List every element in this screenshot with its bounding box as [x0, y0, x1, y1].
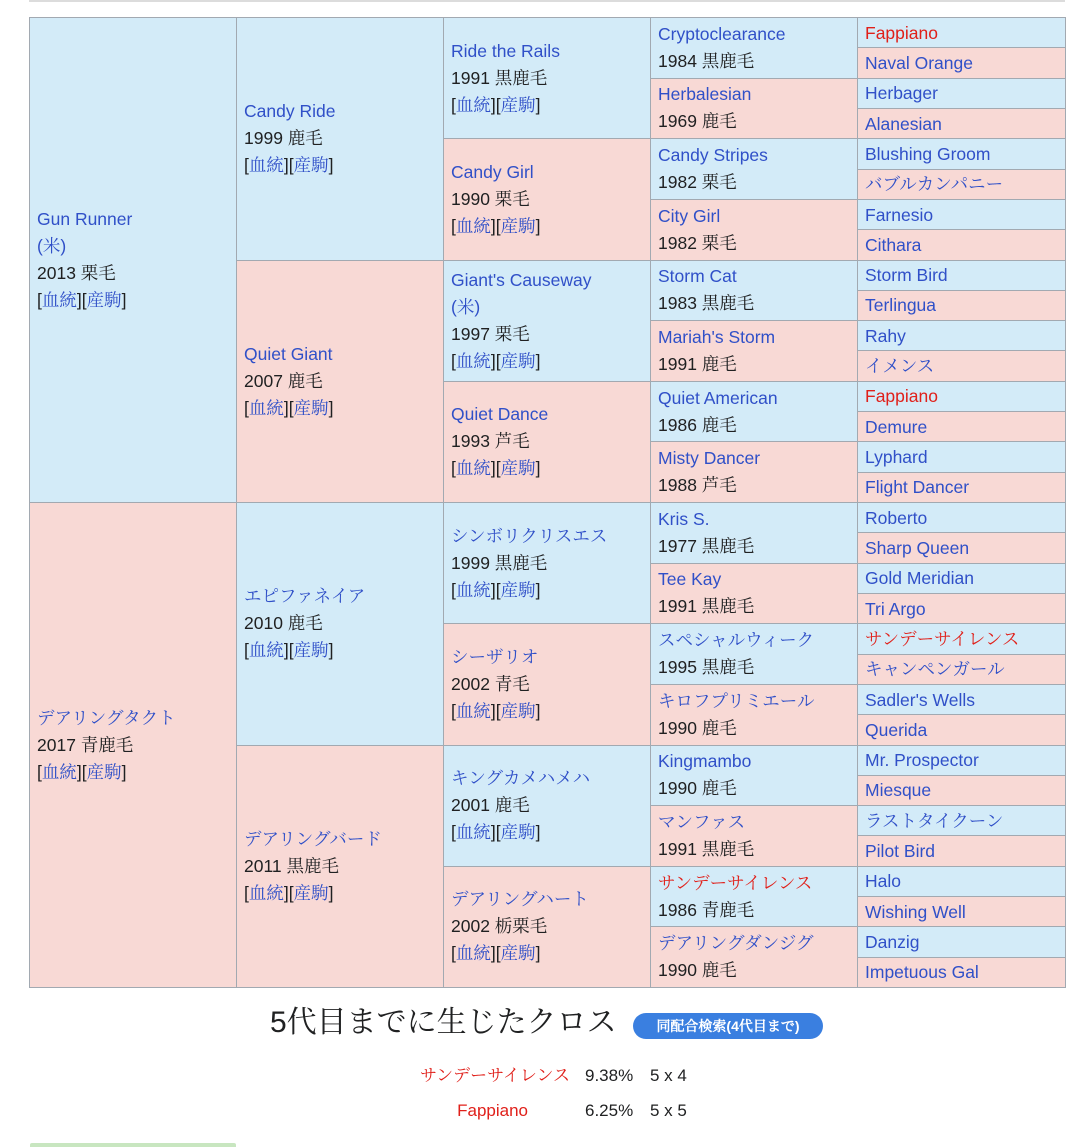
progeny-link[interactable]: 産駒	[500, 700, 536, 721]
horse-name-link[interactable]: デアリングハート	[451, 889, 589, 910]
horse-info: 1995 黒鹿毛	[658, 657, 755, 678]
bracket: ][	[490, 458, 501, 479]
bloodline-link[interactable]: 血統	[248, 155, 284, 176]
pedigree-cell	[858, 715, 1066, 745]
pedigree-cell	[237, 745, 444, 988]
bracket: ]	[121, 761, 127, 782]
pedigree-cell	[858, 533, 1066, 563]
horse-name-link[interactable]: デアリングダンジグ	[658, 933, 814, 954]
pedigree-cell	[858, 503, 1066, 533]
bracket: ]	[535, 822, 541, 843]
horse-name-link[interactable]: Herbalesian	[658, 84, 752, 105]
bracket: ][	[283, 155, 294, 176]
bracket: [	[244, 640, 249, 661]
horse-info: 1986 鹿毛	[658, 414, 737, 435]
pedigree-cell	[858, 775, 1066, 805]
horse-info: 1977 黒鹿毛	[658, 535, 755, 556]
pedigree-row	[30, 18, 1066, 48]
horse-links	[451, 698, 650, 725]
bracket: [	[37, 290, 42, 310]
pedigree-cell	[858, 290, 1066, 320]
bracket: ]	[535, 215, 541, 236]
progeny-link[interactable]: 産駒	[500, 215, 536, 236]
horse-name-link[interactable]: デアリングバード	[244, 828, 382, 849]
progeny-link[interactable]: 産駒	[293, 640, 329, 661]
horse-name-link[interactable]: キロフプリミエール	[658, 690, 815, 711]
cross-horse-name[interactable]: Fappiano	[457, 1101, 528, 1120]
pedigree-cell	[237, 260, 444, 503]
horse-name-link[interactable]: シンボリクリスエス	[451, 525, 608, 546]
bloodline-link[interactable]: 血統	[248, 882, 284, 903]
horse-name-link[interactable]: Mr. Prospector	[865, 750, 979, 771]
pedigree-cell	[651, 806, 858, 867]
pedigree-cell	[858, 745, 1066, 775]
horse-name-link[interactable]: サンデーサイレンス	[658, 872, 813, 893]
horse-name-link[interactable]: Tri Argo	[865, 598, 926, 619]
horse-name-link[interactable]: Tee Kay	[658, 569, 722, 590]
pedigree-cell	[444, 139, 651, 260]
cross-horse-name[interactable]: サンデーサイレンス	[419, 1066, 570, 1085]
top-divider	[29, 0, 1065, 2]
horse-name-link[interactable]: Terlingua	[865, 295, 937, 316]
horse-name-link[interactable]: Sharp Queen	[865, 537, 970, 558]
horse-links	[451, 213, 650, 240]
horse-name-link[interactable]: Storm Cat	[658, 266, 737, 287]
progeny-link[interactable]: 産駒	[500, 579, 536, 600]
bracket: [	[37, 761, 42, 782]
horse-name-link[interactable]: シーザリオ	[451, 646, 539, 667]
horse-name-link[interactable]: Candy Stripes	[658, 145, 768, 166]
pedigree-cell	[858, 169, 1066, 199]
horse-info: 1999 鹿毛	[244, 128, 323, 149]
horse-name-link[interactable]: Fappiano	[865, 386, 938, 407]
bracket: [	[244, 155, 249, 176]
pedigree-cell	[858, 563, 1066, 593]
cross-position: 5 x 4	[650, 1066, 687, 1085]
bloodline-link[interactable]: 血統	[455, 458, 491, 479]
pedigree-cell	[30, 18, 237, 503]
horse-info: 2011 黒鹿毛	[244, 855, 339, 876]
horse-links	[244, 152, 443, 179]
bloodline-link[interactable]: 血統	[248, 640, 284, 661]
horse-name-link[interactable]: ラストタイクーン	[865, 810, 1004, 831]
horse-name-link[interactable]: Quiet Dance	[451, 404, 549, 425]
horse-info: 1991 黒鹿毛	[658, 838, 755, 859]
bracket: ]	[535, 943, 541, 964]
horse-info: 2002 青毛	[451, 673, 530, 694]
horse-name-link[interactable]: Danzig	[865, 932, 920, 953]
horse-name-link[interactable]: マンファス	[658, 811, 746, 832]
progeny-link[interactable]: 産駒	[293, 397, 329, 418]
bloodline-link[interactable]: 血統	[455, 350, 491, 371]
pedigree-cell	[444, 18, 651, 139]
horse-name-link[interactable]: Querida	[865, 719, 928, 740]
horse-links	[244, 880, 443, 907]
cross-title: 5代目までに生じたクロス	[270, 1006, 617, 1039]
horse-links	[244, 395, 443, 422]
horse-name-link[interactable]: Mariah's Storm	[658, 326, 776, 347]
horse-info: 1999 黒鹿毛	[451, 552, 548, 573]
horse-info: 1986 青鹿毛	[658, 899, 755, 920]
horse-info: 1984 黒鹿毛	[658, 50, 755, 71]
pedigree-cell	[30, 503, 237, 988]
pedigree-cell	[651, 199, 858, 260]
country-link[interactable]: (米)	[451, 296, 481, 317]
horse-name-link[interactable]: Naval Orange	[865, 52, 973, 73]
progeny-link[interactable]: 産駒	[500, 943, 536, 964]
horse-info: 1990 鹿毛	[658, 960, 737, 981]
horse-info: 1988 芦毛	[658, 475, 737, 496]
bracket: ]	[328, 882, 334, 903]
progeny-link[interactable]: 産駒	[500, 350, 536, 371]
pedigree-cell	[858, 78, 1066, 108]
bracket: ][	[490, 700, 501, 721]
pedigree-cell	[444, 503, 651, 624]
horse-links	[37, 759, 236, 786]
horse-info: 1982 栗毛	[658, 232, 737, 253]
pedigree-cell	[858, 48, 1066, 78]
horse-info: 1982 栗毛	[658, 172, 737, 193]
bloodline-link[interactable]: 血統	[455, 700, 491, 721]
pedigree-cell	[858, 260, 1066, 290]
horse-links	[451, 92, 650, 119]
horse-name-link[interactable]: Alanesian	[865, 113, 942, 134]
bracket: ][	[76, 761, 87, 782]
cross-percent: 9.38%	[585, 1066, 634, 1085]
horse-name-link[interactable]: キャンペンガール	[865, 659, 1005, 680]
pedigree-cell	[651, 260, 858, 321]
pedigree-cell	[237, 503, 444, 746]
horse-info: 2010 鹿毛	[244, 613, 323, 634]
bracket: ]	[121, 290, 127, 310]
bloodline-link[interactable]: 血統	[41, 761, 77, 782]
pedigree-cell	[858, 351, 1066, 381]
bracket: [	[451, 94, 456, 115]
horse-name-link[interactable]: Blushing Groom	[865, 143, 991, 164]
pedigree-cell	[858, 230, 1066, 260]
pedigree-cell	[858, 927, 1066, 957]
horse-name-link[interactable]: キングカメハメハ	[451, 768, 591, 789]
horse-info: 1991 黒鹿毛	[451, 67, 548, 88]
horse-info: 1983 黒鹿毛	[658, 293, 755, 314]
horse-links	[37, 287, 236, 314]
pedigree-cell	[858, 472, 1066, 502]
pedigree-cell	[858, 654, 1066, 684]
horse-name-link[interactable]: エピファネイア	[244, 586, 366, 607]
bracket: ]	[535, 458, 541, 479]
pedigree-cell	[237, 18, 444, 261]
horse-name-link[interactable]: デアリングタクト	[37, 707, 176, 728]
horse-links	[451, 348, 650, 375]
bracket: [	[451, 215, 456, 236]
bracket: ]	[328, 640, 334, 661]
horse-name-link[interactable]: Gold Meridian	[865, 568, 974, 589]
horse-info: 1991 黒鹿毛	[658, 596, 755, 617]
bracket: [	[451, 458, 456, 479]
pedigree-cell	[858, 624, 1066, 654]
pedigree-cell	[858, 321, 1066, 351]
pedigree-cell	[858, 836, 1066, 866]
horse-name-link[interactable]: City Girl	[658, 205, 721, 226]
progeny-link[interactable]: 産駒	[86, 290, 122, 310]
pedigree-cell	[858, 412, 1066, 442]
horse-name-link[interactable]: Impetuous Gal	[865, 962, 979, 983]
pedigree-cell	[651, 321, 858, 382]
pedigree-cell	[858, 108, 1066, 138]
pedigree-table	[29, 17, 1066, 988]
progeny-link[interactable]: 産駒	[500, 822, 536, 843]
bracket: ]	[328, 397, 334, 418]
bracket: ]	[535, 94, 541, 115]
bracket: ][	[490, 215, 501, 236]
bracket: [	[451, 943, 456, 964]
horse-links	[451, 940, 650, 967]
horse-links	[451, 577, 650, 604]
horse-info: 1991 鹿毛	[658, 353, 737, 374]
horse-links	[451, 455, 650, 482]
same-mating-search-button[interactable]: 同配合検索(4代目まで)	[633, 1013, 823, 1039]
bottom-tab-edge	[30, 1143, 236, 1147]
bracket: [	[244, 882, 249, 903]
bracket: ]	[535, 579, 541, 600]
pedigree-cell	[651, 139, 858, 200]
bracket: [	[451, 822, 456, 843]
horse-name-link[interactable]: Farnesio	[865, 204, 934, 225]
bloodline-link[interactable]: 血統	[455, 943, 491, 964]
pedigree-cell	[858, 957, 1066, 987]
horse-name-link[interactable]: Kingmambo	[658, 751, 752, 772]
pedigree-cell	[444, 260, 651, 381]
horse-name-link[interactable]: Quiet American	[658, 387, 778, 408]
bracket: [	[451, 579, 456, 600]
horse-info: 2007 鹿毛	[244, 370, 323, 391]
pedigree-cell	[858, 381, 1066, 411]
pedigree-cell	[651, 442, 858, 503]
pedigree-cell	[651, 927, 858, 988]
horse-info: 2013 栗毛	[37, 263, 116, 283]
pedigree-cell	[858, 139, 1066, 169]
bracket: ][	[490, 943, 501, 964]
horse-name-link[interactable]: Cryptoclearance	[658, 23, 786, 44]
horse-info: 2001 鹿毛	[451, 795, 530, 816]
horse-name-link[interactable]: Miesque	[865, 780, 932, 801]
horse-info: 1997 栗毛	[451, 323, 530, 344]
horse-name-link[interactable]: Ride the Rails	[451, 40, 560, 61]
progeny-link[interactable]: 産駒	[293, 882, 329, 903]
bloodline-link[interactable]: 血統	[455, 579, 491, 600]
country-link[interactable]: (米)	[37, 236, 67, 256]
horse-name-link[interactable]: Storm Bird	[865, 265, 948, 286]
pedigree-cell	[858, 684, 1066, 714]
bloodline-link[interactable]: 血統	[455, 822, 491, 843]
bloodline-link[interactable]: 血統	[455, 94, 491, 115]
horse-name-link[interactable]: Candy Ride	[244, 101, 336, 122]
progeny-link[interactable]: 産駒	[500, 94, 536, 115]
bracket: ][	[490, 94, 501, 115]
horse-name-link[interactable]: イメンス	[865, 356, 935, 377]
pedigree-cell	[858, 199, 1066, 229]
horse-name-link[interactable]: サンデーサイレンス	[865, 628, 1020, 649]
cross-percent: 6.25%	[585, 1101, 634, 1120]
horse-info: 1990 鹿毛	[658, 717, 737, 738]
progeny-link[interactable]: 産駒	[86, 761, 122, 782]
bracket: ][	[283, 397, 294, 418]
pedigree-cell	[651, 503, 858, 564]
horse-name-link[interactable]: Cithara	[865, 234, 922, 255]
horse-name-link[interactable]: Misty Dancer	[658, 448, 761, 469]
bracket: ][	[490, 822, 501, 843]
bracket: [	[244, 397, 249, 418]
horse-name-link[interactable]: Rahy	[865, 325, 906, 346]
progeny-link[interactable]: 産駒	[500, 458, 536, 479]
bloodline-link[interactable]: 血統	[248, 397, 284, 418]
pedigree-cell	[444, 866, 651, 987]
horse-name-link[interactable]: Pilot Bird	[865, 841, 936, 862]
pedigree-cell	[651, 745, 858, 806]
pedigree-cell	[858, 866, 1066, 896]
horse-name-link[interactable]: バブルカンパニー	[865, 174, 1004, 195]
pedigree-row	[30, 503, 1066, 533]
cross-position: 5 x 5	[650, 1101, 687, 1120]
bracket: ][	[76, 290, 87, 310]
bracket: ][	[283, 882, 294, 903]
horse-name-link[interactable]: Lyphard	[865, 447, 928, 468]
pedigree-cell	[651, 563, 858, 624]
horse-name-link[interactable]: Kris S.	[658, 508, 710, 529]
pedigree-cell	[858, 18, 1066, 48]
bracket: ][	[490, 350, 501, 371]
horse-name-link[interactable]: Fappiano	[865, 22, 938, 43]
horse-name-link[interactable]: Halo	[865, 871, 901, 892]
horse-info: 2017 青鹿毛	[37, 734, 134, 755]
horse-links	[244, 637, 443, 664]
horse-info: 1969 鹿毛	[658, 111, 737, 132]
bracket: ]	[535, 700, 541, 721]
pedigree-cell	[651, 624, 858, 685]
bracket: ][	[490, 579, 501, 600]
pedigree-cell	[858, 593, 1066, 623]
progeny-link[interactable]: 産駒	[293, 155, 329, 176]
horse-name-link[interactable]: Sadler's Wells	[865, 689, 975, 710]
horse-name-link[interactable]: Candy Girl	[451, 161, 534, 182]
pedigree-cell	[651, 78, 858, 139]
horse-info: 2002 栃栗毛	[451, 916, 548, 937]
pedigree-cell	[444, 381, 651, 502]
horse-links	[451, 819, 650, 846]
horse-info: 1990 栗毛	[451, 188, 530, 209]
bracket: ]	[535, 350, 541, 371]
pedigree-cell	[858, 897, 1066, 927]
horse-name-link[interactable]: Giant's Causeway	[451, 269, 592, 290]
pedigree-cell	[651, 866, 858, 927]
horse-info: 1990 鹿毛	[658, 778, 737, 799]
horse-name-link[interactable]: Herbager	[865, 83, 938, 104]
pedigree-cell	[444, 624, 651, 745]
pedigree-cell	[858, 442, 1066, 472]
bracket: [	[451, 700, 456, 721]
pedigree-cell	[651, 381, 858, 442]
pedigree-cell	[444, 745, 651, 866]
horse-name-link[interactable]: Quiet Giant	[244, 343, 333, 364]
horse-name-link[interactable]: Flight Dancer	[865, 477, 970, 498]
horse-name-link[interactable]: Demure	[865, 416, 928, 437]
bracket: ]	[328, 155, 334, 176]
pedigree-cell	[651, 684, 858, 745]
bloodline-link[interactable]: 血統	[41, 290, 77, 310]
bloodline-link[interactable]: 血統	[455, 215, 491, 236]
horse-name-link[interactable]: Gun Runner	[37, 209, 133, 229]
pedigree-cell	[858, 806, 1066, 836]
horse-name-link[interactable]: スペシャルウィーク	[658, 630, 815, 651]
pedigree-cell	[651, 18, 858, 79]
horse-name-link[interactable]: Wishing Well	[865, 901, 966, 922]
bracket: ][	[283, 640, 294, 661]
horse-info: 1993 芦毛	[451, 431, 530, 452]
horse-name-link[interactable]: Roberto	[865, 507, 928, 528]
bracket: [	[451, 350, 456, 371]
